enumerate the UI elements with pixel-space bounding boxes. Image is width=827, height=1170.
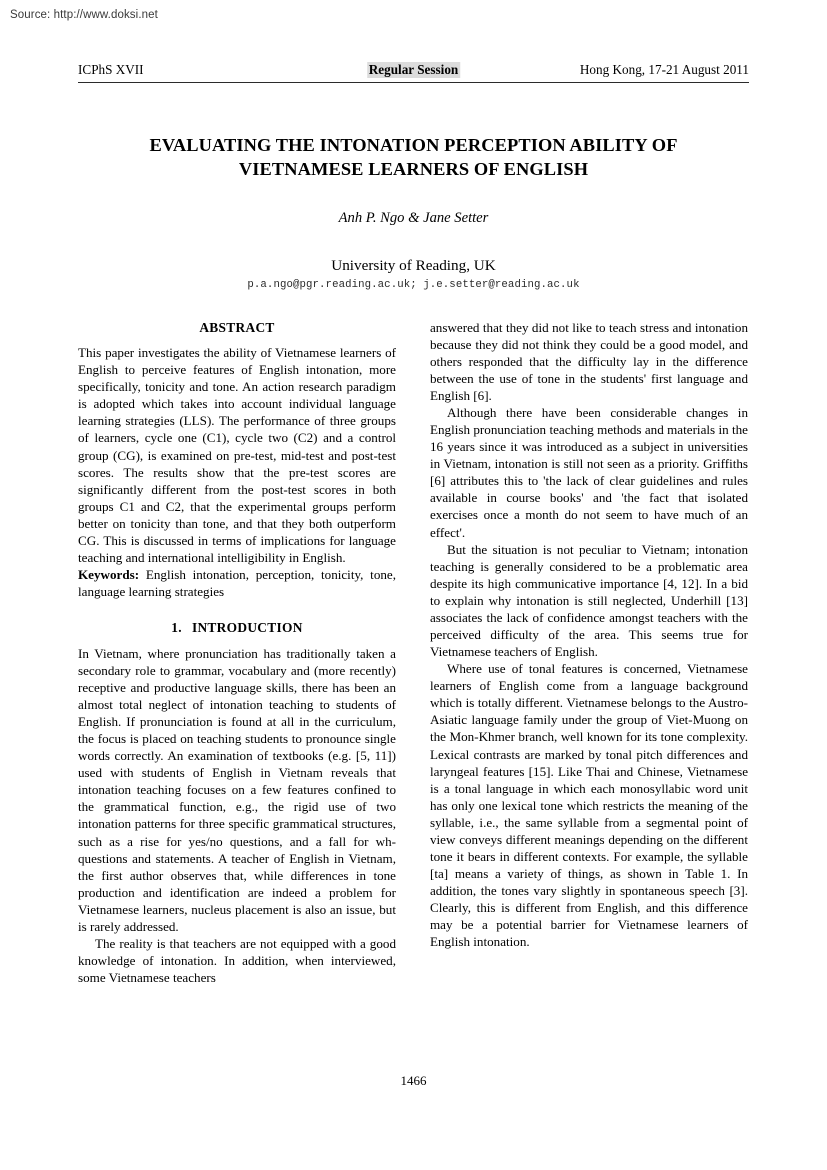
intro-paragraph-1: In Vietnam, where pronunciation has traditionally taken a secondary role to grammar, vocabulary and (more recently) receptive and productive language skills, there has been an almost total neglect of intonation teaching to students of English. If pronunciation is found at all in the curriculum, the focus is placed on teaching students to pronounce single words correctly. An examination of textbooks (e.g. [5, 11]) used with students of English in Vietnam reveals that intonation teaching focuses on a few features confined to the grammatical function, e.g., the rigid use of two intonation patterns for three specific grammatical structures, such as a rise for yes/no questions, and a fall for wh-questions and statements. A teacher of English in Vietnam, the first author observes that, while differences in tone production and identification are indeed a problem for Vietnamese learners, nucleus placement is also an issue, but is rarely addressed. — [78, 645, 396, 934]
page-title-line-2: VIETNAMESE LEARNERS OF ENGLISH — [238, 159, 589, 180]
page-title-line-1: EVALUATING THE INTONATION PERCEPTION ABILITY OF — [149, 135, 678, 155]
keywords — [78, 566, 396, 600]
right-paragraph-4: Where use of tonal features is concerned, Vietnamese learners of English come from a language background which is totally different. Vietnamese belongs to the Austro-Asiatic language family under the group of Viet-Muong on the Mon-Khmer branch, well known for its tone complexity. Lexical contrasts are marked by tonal pitch differences and laryngeal features [15]. Like Thai and Chinese, Vietnamese is a tonal language in which each monosyllabic word unit has only one lexical tone which restricts the meaning of the syllable, i.e., the same syllable from a segmental point of view conveys different meanings depending on the different tone it bears in different contexts. For example, the syllable [ta] means a variety of things, as shown in Table 1. In addition, the tones vary slightly in spontaneous speech [3]. Clearly, this is different from English, and this difference may be a potential barrier for Vietnamese learners of English intonation. — [430, 661, 748, 950]
affiliation: University of Reading, UK — [331, 256, 496, 274]
right-column — [430, 319, 748, 987]
section-heading-introduction — [78, 619, 396, 636]
page-number: 1466 — [400, 1073, 427, 1088]
keywords-value: English intonation, perception, tonicity, tone, language learning strategies — [78, 567, 396, 600]
author-list: Anh P. Ngo & Jane Setter — [338, 209, 489, 226]
abstract-heading: ABSTRACT — [199, 319, 275, 335]
source-watermark: Source: http://www.doksi.net — [10, 9, 158, 21]
running-header-conference: ICPhS XVII — [78, 62, 144, 77]
page-title — [104, 133, 723, 182]
body-columns — [78, 319, 749, 987]
author-emails[interactable]: p.a.ngo@pgr.reading.ac.uk; j.e.setter@reading.ac.uk — [247, 278, 580, 291]
section-number: 1. — [171, 620, 182, 636]
paper-page — [78, 62, 749, 986]
abstract-body: This paper investigates the ability of Vietnamese learners of English to perceive features of English intonation, more specifically, tonicity and tone. An action research paradigm is adopted which takes into account individual language learning strategies (LLS). The performance of three groups of learners, cycle one (C1), cycle two (C2) and a control group (CG), is examined on pre-test, mid-test and post-test scores. The results show that the pre-test scores are significantly different from the post-test scores in both groups C1 and C2, that the experimental groups perform better on tonicity than tone, and that they both outperform CG. This is discussed in terms of implications for language teaching and international intelligibility in English. — [78, 345, 396, 565]
running-header-session: Regular Session — [368, 62, 459, 77]
section-title: INTRODUCTION — [191, 620, 303, 636]
right-paragraph-1-continued: answered that they did not like to teach stress and intonation because they did not think they could be a good model, and others responded that the difficulty lay in the difference between the use of tone in the students' first language and English [6]. — [430, 319, 748, 403]
keywords-label: Keywords: — [78, 567, 140, 583]
left-column — [78, 319, 396, 987]
running-header — [78, 62, 749, 83]
title-block — [78, 133, 749, 291]
right-paragraph-3: But the situation is not peculiar to Vietnam; intonation teaching is generally considered to be a problematic area despite its high communicative importance [4, 12]. In a bid to explain why intonation is still neglected, Underhill [13] associates the lack of confidence amongst teachers with the perceived difficulty of the area. This seems true for Vietnamese teachers of English. — [430, 541, 748, 660]
intro-paragraph-2: The reality is that teachers are not equipped with a good knowledge of intonation. In addition, when interviewed, some Vietnamese teachers — [78, 936, 396, 986]
running-header-venue-date: Hong Kong, 17-21 August 2011 — [579, 62, 749, 77]
right-paragraph-2: Although there have been considerable changes in English pronunciation teaching methods and materials in the 16 years since it was introduced as a subject in universities in Vietnam, intonation is still not seen as a priority. Griffiths [6] attributes this to 'the lack of clear guidelines and rules available in course books' and 'the fact that isolated exercises once a month do not seem to have much of an effect'. — [430, 404, 748, 540]
